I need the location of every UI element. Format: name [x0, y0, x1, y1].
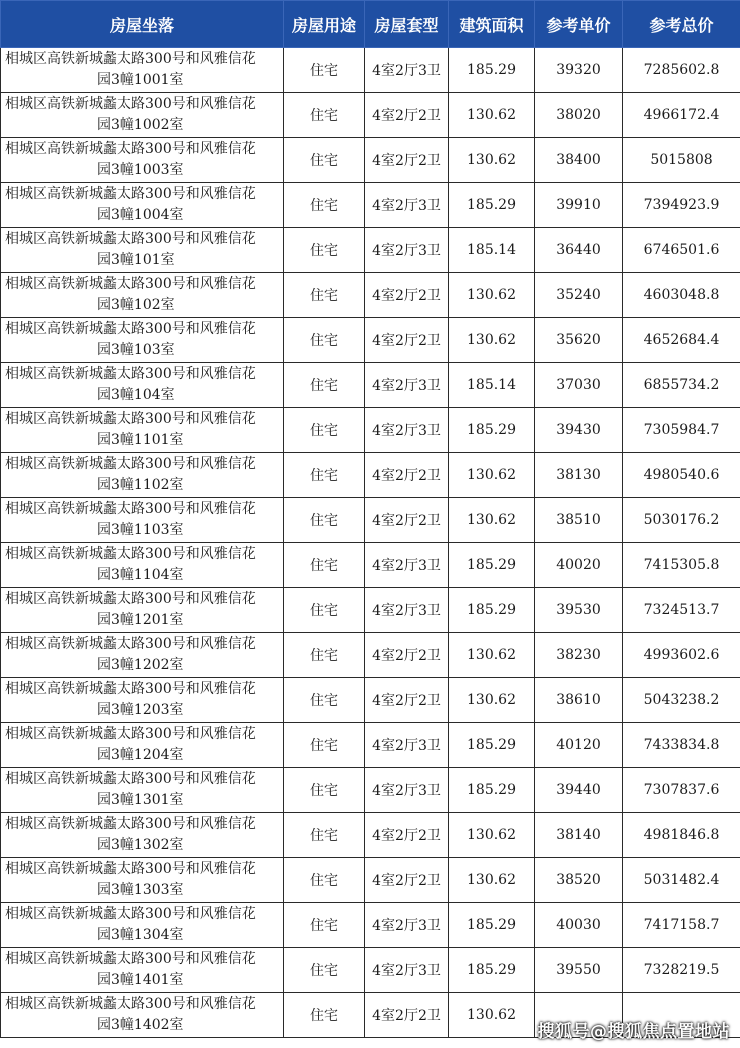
table-row [1, 183, 740, 228]
location-line-2: 园3幢1004室 [97, 207, 184, 223]
cell-area: 185.29 [449, 183, 535, 228]
cell-unit-price: 38610 [535, 678, 623, 723]
cell-area: 185.29 [449, 768, 535, 813]
cell-unit-price: 36440 [535, 228, 623, 273]
location-line-2: 园3幢1102室 [97, 477, 184, 493]
cell-unit-price: 40020 [535, 543, 623, 588]
cell-unit-price: 38230 [535, 633, 623, 678]
cell-total-price: 7394923.9 [623, 183, 740, 228]
location-line-1: 相城区高铁新城蠡太路300号和风雅信花 [5, 456, 256, 472]
cell-usage: 住宅 [284, 678, 365, 723]
location-line-2: 园3幢1002室 [97, 117, 184, 133]
location-line-1: 相城区高铁新城蠡太路300号和风雅信花 [5, 591, 256, 607]
cell-location [1, 363, 284, 408]
cell-area: 130.62 [449, 993, 535, 1038]
cell-usage: 住宅 [284, 228, 365, 273]
header-row [1, 1, 740, 48]
cell-location [1, 768, 284, 813]
cell-usage: 住宅 [284, 93, 365, 138]
location-line-2: 园3幢1203室 [97, 702, 184, 718]
cell-layout: 4室2厅2卫 [365, 498, 449, 543]
location-line-1: 相城区高铁新城蠡太路300号和风雅信花 [5, 51, 256, 67]
cell-unit-price: 38520 [535, 858, 623, 903]
cell-usage: 住宅 [284, 498, 365, 543]
location-line-2: 园3幢1401室 [97, 972, 184, 988]
location-line-1: 相城区高铁新城蠡太路300号和风雅信花 [5, 96, 256, 112]
cell-total-price: 4652684.4 [623, 318, 740, 363]
table-row [1, 633, 740, 678]
cell-unit-price: 39320 [535, 48, 623, 93]
cell-location [1, 633, 284, 678]
cell-usage: 住宅 [284, 318, 365, 363]
location-line-1: 相城区高铁新城蠡太路300号和风雅信花 [5, 321, 256, 337]
cell-unit-price: 38020 [535, 93, 623, 138]
header-unit-price: 参考单价 [535, 1, 623, 48]
cell-layout: 4室2厅2卫 [365, 993, 449, 1038]
cell-total-price: 5031482.4 [623, 858, 740, 903]
cell-total-price: 7433834.8 [623, 723, 740, 768]
location-line-2: 园3幢1202室 [97, 657, 184, 673]
cell-layout: 4室2厅3卫 [365, 363, 449, 408]
cell-area: 185.14 [449, 228, 535, 273]
cell-unit-price: 39550 [535, 948, 623, 993]
location-line-1: 相城区高铁新城蠡太路300号和风雅信花 [5, 771, 256, 787]
cell-usage: 住宅 [284, 408, 365, 453]
cell-area: 130.62 [449, 138, 535, 183]
cell-layout: 4室2厅2卫 [365, 858, 449, 903]
cell-layout: 4室2厅2卫 [365, 678, 449, 723]
table-row [1, 858, 740, 903]
cell-total-price: 7328219.5 [623, 948, 740, 993]
cell-location [1, 813, 284, 858]
cell-location [1, 273, 284, 318]
cell-area: 130.62 [449, 498, 535, 543]
cell-layout: 4室2厅3卫 [365, 228, 449, 273]
cell-layout: 4室2厅2卫 [365, 318, 449, 363]
cell-area: 185.29 [449, 48, 535, 93]
cell-unit-price: 38400 [535, 138, 623, 183]
table-row [1, 363, 740, 408]
location-line-1: 相城区高铁新城蠡太路300号和风雅信花 [5, 906, 256, 922]
table-row [1, 768, 740, 813]
location-line-1: 相城区高铁新城蠡太路300号和风雅信花 [5, 726, 256, 742]
table-row [1, 93, 740, 138]
cell-location [1, 93, 284, 138]
cell-usage: 住宅 [284, 633, 365, 678]
cell-total-price: 5030176.2 [623, 498, 740, 543]
cell-area: 185.29 [449, 588, 535, 633]
cell-total-price: 4603048.8 [623, 273, 740, 318]
cell-unit-price: 39910 [535, 183, 623, 228]
cell-area: 130.62 [449, 453, 535, 498]
cell-total-price: 7305984.7 [623, 408, 740, 453]
table-row [1, 678, 740, 723]
table-row [1, 903, 740, 948]
cell-area: 130.62 [449, 318, 535, 363]
cell-total-price: 7285602.8 [623, 48, 740, 93]
location-line-2: 园3幢101室 [97, 252, 175, 268]
header-area: 建筑面积 [449, 1, 535, 48]
cell-area: 130.62 [449, 858, 535, 903]
table-row [1, 138, 740, 183]
table-row [1, 453, 740, 498]
cell-layout: 4室2厅2卫 [365, 273, 449, 318]
location-line-1: 相城区高铁新城蠡太路300号和风雅信花 [5, 951, 256, 967]
location-line-2: 园3幢1302室 [97, 837, 184, 853]
location-line-1: 相城区高铁新城蠡太路300号和风雅信花 [5, 546, 256, 562]
watermark: 搜狐号@搜狐焦点置地站 [537, 1022, 730, 1042]
cell-layout: 4室2厅3卫 [365, 183, 449, 228]
header-total-price: 参考总价 [623, 1, 740, 48]
cell-location [1, 903, 284, 948]
cell-total-price: 4966172.4 [623, 93, 740, 138]
table-row [1, 948, 740, 993]
table-row [1, 723, 740, 768]
cell-total-price: 6746501.6 [623, 228, 740, 273]
cell-layout: 4室2厅2卫 [365, 138, 449, 183]
cell-location [1, 543, 284, 588]
location-line-1: 相城区高铁新城蠡太路300号和风雅信花 [5, 411, 256, 427]
cell-area: 185.29 [449, 723, 535, 768]
location-line-2: 园3幢1101室 [97, 432, 184, 448]
table-row [1, 813, 740, 858]
cell-area: 130.62 [449, 813, 535, 858]
cell-area: 185.14 [449, 363, 535, 408]
location-line-2: 园3幢1303室 [97, 882, 184, 898]
cell-unit-price: 40120 [535, 723, 623, 768]
cell-layout: 4室2厅3卫 [365, 48, 449, 93]
cell-usage: 住宅 [284, 813, 365, 858]
location-line-2: 园3幢1204室 [97, 747, 184, 763]
cell-location [1, 183, 284, 228]
location-line-1: 相城区高铁新城蠡太路300号和风雅信花 [5, 501, 256, 517]
table-row [1, 543, 740, 588]
location-line-1: 相城区高铁新城蠡太路300号和风雅信花 [5, 681, 256, 697]
cell-location [1, 228, 284, 273]
cell-total-price: 7307837.6 [623, 768, 740, 813]
cell-layout: 4室2厅3卫 [365, 723, 449, 768]
location-line-1: 相城区高铁新城蠡太路300号和风雅信花 [5, 186, 256, 202]
cell-usage: 住宅 [284, 858, 365, 903]
table-row [1, 408, 740, 453]
cell-total-price: 5015808 [623, 138, 740, 183]
cell-usage: 住宅 [284, 543, 365, 588]
table-row [1, 588, 740, 633]
cell-area: 185.29 [449, 948, 535, 993]
location-line-2: 园3幢1104室 [97, 567, 184, 583]
cell-usage: 住宅 [284, 183, 365, 228]
cell-usage: 住宅 [284, 363, 365, 408]
cell-usage: 住宅 [284, 768, 365, 813]
cell-location [1, 588, 284, 633]
cell-total-price: 7324513.7 [623, 588, 740, 633]
cell-area: 130.62 [449, 678, 535, 723]
table-row [1, 273, 740, 318]
cell-location [1, 48, 284, 93]
cell-area: 185.29 [449, 408, 535, 453]
cell-unit-price: 38510 [535, 498, 623, 543]
cell-unit-price: 39430 [535, 408, 623, 453]
location-line-2: 园3幢1402室 [97, 1017, 184, 1033]
location-line-2: 园3幢1001室 [97, 72, 184, 88]
cell-location [1, 498, 284, 543]
cell-usage: 住宅 [284, 723, 365, 768]
cell-location [1, 318, 284, 363]
cell-usage: 住宅 [284, 993, 365, 1038]
cell-usage: 住宅 [284, 588, 365, 633]
cell-unit-price: 39530 [535, 588, 623, 633]
cell-location [1, 138, 284, 183]
cell-unit-price: 35620 [535, 318, 623, 363]
location-line-1: 相城区高铁新城蠡太路300号和风雅信花 [5, 276, 256, 292]
cell-total-price: 6855734.2 [623, 363, 740, 408]
cell-total-price: 7415305.8 [623, 543, 740, 588]
cell-total-price: 5043238.2 [623, 678, 740, 723]
cell-location [1, 678, 284, 723]
location-line-2: 园3幢1304室 [97, 927, 184, 943]
cell-usage: 住宅 [284, 453, 365, 498]
location-line-2: 园3幢103室 [97, 342, 175, 358]
cell-layout: 4室2厅3卫 [365, 588, 449, 633]
cell-layout: 4室2厅3卫 [365, 768, 449, 813]
cell-unit-price: 35240 [535, 273, 623, 318]
location-line-1: 相城区高铁新城蠡太路300号和风雅信花 [5, 996, 256, 1012]
cell-layout: 4室2厅2卫 [365, 813, 449, 858]
location-line-2: 园3幢1201室 [97, 612, 184, 628]
cell-layout: 4室2厅2卫 [365, 93, 449, 138]
cell-usage: 住宅 [284, 903, 365, 948]
cell-unit-price: 39440 [535, 768, 623, 813]
cell-total-price: 4981846.8 [623, 813, 740, 858]
cell-unit-price: 38140 [535, 813, 623, 858]
cell-usage: 住宅 [284, 948, 365, 993]
location-line-2: 园3幢1103室 [97, 522, 184, 538]
cell-usage: 住宅 [284, 273, 365, 318]
location-line-2: 园3幢104室 [97, 387, 175, 403]
cell-layout: 4室2厅3卫 [365, 948, 449, 993]
location-line-1: 相城区高铁新城蠡太路300号和风雅信花 [5, 636, 256, 652]
location-line-1: 相城区高铁新城蠡太路300号和风雅信花 [5, 861, 256, 877]
header-usage: 房屋用途 [284, 1, 365, 48]
cell-area: 185.29 [449, 903, 535, 948]
cell-layout: 4室2厅3卫 [365, 408, 449, 453]
location-line-1: 相城区高铁新城蠡太路300号和风雅信花 [5, 231, 256, 247]
table-row [1, 318, 740, 363]
cell-layout: 4室2厅2卫 [365, 633, 449, 678]
cell-usage: 住宅 [284, 138, 365, 183]
cell-unit-price: 40030 [535, 903, 623, 948]
cell-total-price: 7417158.7 [623, 903, 740, 948]
cell-area: 130.62 [449, 93, 535, 138]
location-line-2: 园3幢102室 [97, 297, 175, 313]
location-line-2: 园3幢1301室 [97, 792, 184, 808]
cell-area: 130.62 [449, 633, 535, 678]
header-layout: 房屋套型 [365, 1, 449, 48]
cell-layout: 4室2厅3卫 [365, 543, 449, 588]
cell-location [1, 948, 284, 993]
location-line-1: 相城区高铁新城蠡太路300号和风雅信花 [5, 141, 256, 157]
cell-location [1, 408, 284, 453]
location-line-1: 相城区高铁新城蠡太路300号和风雅信花 [5, 816, 256, 832]
cell-area: 185.29 [449, 543, 535, 588]
cell-unit-price: 37030 [535, 363, 623, 408]
header-location: 房屋坐落 [1, 1, 284, 48]
cell-area: 130.62 [449, 273, 535, 318]
cell-location [1, 723, 284, 768]
table-row [1, 228, 740, 273]
cell-layout: 4室2厅3卫 [365, 903, 449, 948]
cell-location [1, 453, 284, 498]
table-row [1, 498, 740, 543]
cell-total-price: 4980540.6 [623, 453, 740, 498]
cell-total-price: 4993602.6 [623, 633, 740, 678]
cell-usage: 住宅 [284, 48, 365, 93]
cell-location [1, 993, 284, 1038]
cell-layout: 4室2厅2卫 [365, 453, 449, 498]
location-line-1: 相城区高铁新城蠡太路300号和风雅信花 [5, 366, 256, 382]
cell-unit-price: 38130 [535, 453, 623, 498]
cell-location [1, 858, 284, 903]
table-row [1, 48, 740, 93]
location-line-2: 园3幢1003室 [97, 162, 184, 178]
